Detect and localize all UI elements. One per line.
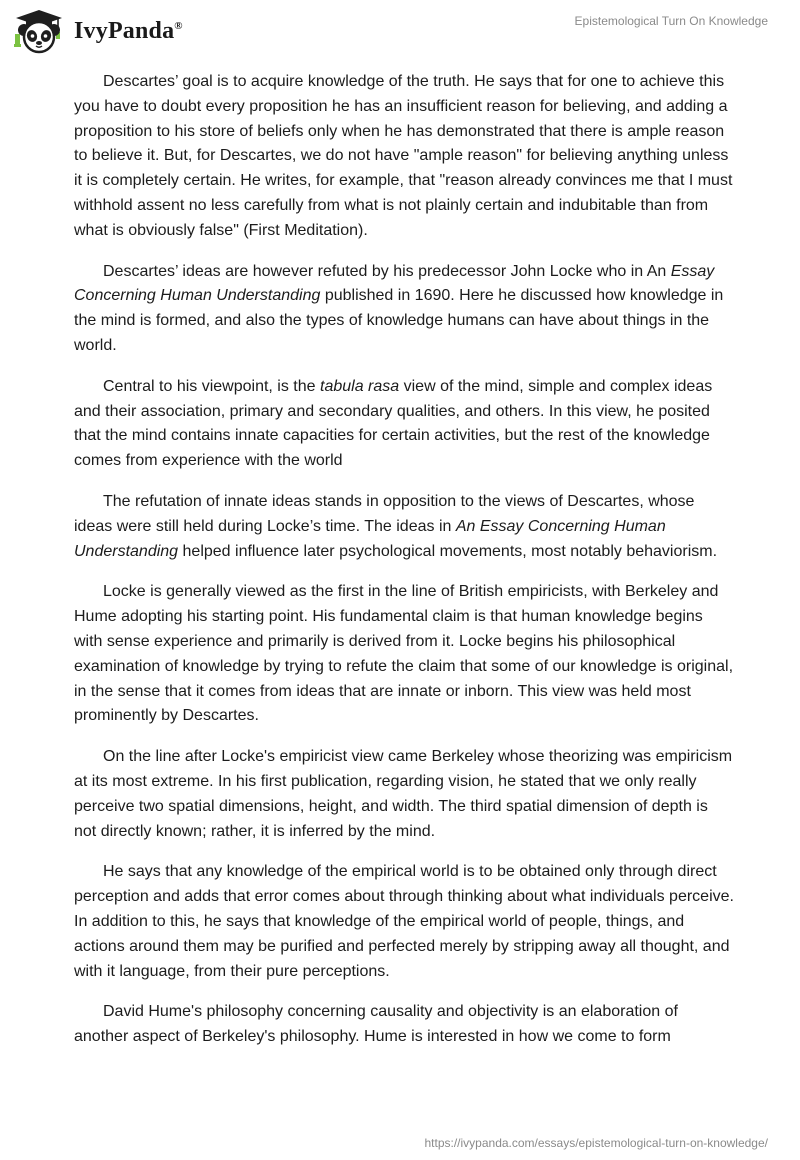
paragraph-text: Central to his viewpoint, is the [103,377,320,395]
paragraph [74,860,734,984]
paragraph [74,260,734,359]
paragraph-text: On the line after Locke's empiricist view came Berkeley whose theorizing was empiricism at its most extreme. In his first publication, regarding vision, he stated that we only really perceive two spatial dimensions, height, and width. The third spatial dimension of depth is not directly known; rather, it is inferred by the mind. [74,748,733,840]
paragraph [74,375,734,474]
paragraph [74,70,734,244]
paragraph-text: helped influence later psychological movements, most notably behaviorism. [178,542,718,560]
paragraph [74,580,734,729]
document-title: Epistemological Turn On Knowledge [574,14,768,28]
italic-title-text: An Essay Concerning Human Understanding [74,517,666,560]
panda-graduate-icon [12,8,66,54]
ivypanda-logo[interactable] [12,8,183,54]
paragraph-text: The refutation of innate ideas stands in opposition to the views of Descartes, whose ideas were still held during Locke’s time. The ideas in [74,492,695,535]
paragraph-text: Descartes’ goal is to acquire knowledge of the truth. He says that for one to achieve this you have to doubt every proposition he has an insufficient reason for believing, and adding a proposition to his store of beliefs only when he has demonstrated that there is ample reason to believe it. But, for Descartes, we do not have "ample reason" for believing anything unless it is completely certain. He writes, for example, that "reason already convinces me that I must withhold assent no less carefully from what is not plainly certain and indubitable than from what is obviously false" (First Meditation). [74,73,733,239]
paragraph [74,490,734,564]
registered-mark: ® [174,19,183,32]
paragraph [74,1000,734,1050]
italic-title-text: tabula rasa [320,377,400,395]
italic-title-text: Essay Concerning Human Understanding [74,262,715,305]
essay-body [74,70,734,1066]
brand-text: IvyPanda [74,17,175,44]
paragraph-text: view of the mind, simple and complex ideas and their association, primary and secondary qualities, and others. In this view, he posited that the mind contains innate capacities for certain activities, but the rest of the knowledge comes from experience with the world [74,377,713,470]
source-url[interactable]: https://ivypanda.com/essays/epistemological-turn-on-knowledge/ [424,1136,768,1150]
paragraph-text: published in 1690. Here he discussed how knowledge in the mind is formed, and also the types of knowledge humans can have about things in the world. [74,287,724,354]
paragraph-text: Locke is generally viewed as the first in the line of British empiricists, with Berkeley and Hume adopting his starting point. His fundamental claim is that human knowledge begins with sense experience and primarily is derived from it. Locke begins his philosophical examination of knowledge by trying to refute the claim that some of our knowledge is original, in the sense that it comes from ideas that are innate or inborn. This view was held most prominently by Descartes. [74,583,734,725]
paragraph-text: He says that any knowledge of the empirical world is to be obtained only through direct perception and adds that error comes about through thinking about what individuals perceive. In addition to this, he says that knowledge of the empirical world of people, things, and actions around them may be purified and perfected merely by stripping away all thought, and with it language, from their pure perceptions. [74,863,734,980]
brand-name [74,18,183,45]
page-header [0,0,800,60]
paragraph-text: Descartes’ ideas are however refuted by his predecessor John Locke who in An [103,262,671,280]
paragraph-text: David Hume's philosophy concerning causality and objectivity is an elaboration of another aspect of Berkeley's philosophy. Hume is interested in how we come to form [74,1003,678,1046]
paragraph [74,745,734,844]
